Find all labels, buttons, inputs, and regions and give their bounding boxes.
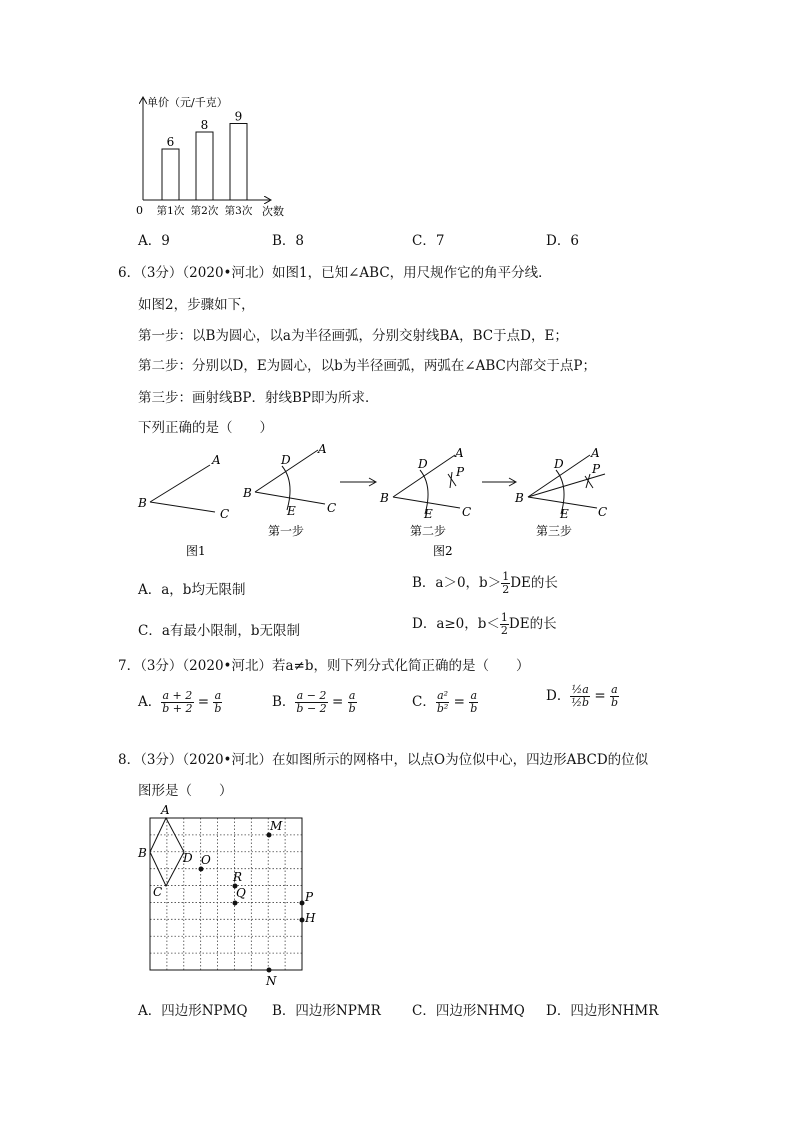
q6-line-1: 如图2，步骤如下， xyxy=(138,297,255,313)
q7-option-a[interactable]: A． $\frac{a + 2}{b + 2}$ = $\frac{a}{b}$ xyxy=(138,689,222,715)
q8-option-a[interactable]: A．四边形NPMQ xyxy=(138,1003,248,1019)
fig1-label-a: A xyxy=(212,453,221,467)
q7-option-b[interactable]: B． $\frac{a - 2}{b - 2}$ = $\frac{a}{b}$ xyxy=(272,689,356,715)
q6-line-3: 第二步：分别以D，E为圆心，以b为半径画弧，两弧在∠ABC内部交于点P； xyxy=(138,358,596,374)
origin-label: 0 xyxy=(136,204,143,217)
q8-stem-1: 8．（3分）（2020•河北）在如图所示的网格中，以点O为位似中心，四边形ABCD的位似 xyxy=(118,752,649,768)
grid-label-q: Q xyxy=(236,886,246,900)
s1-caption: 第一步 xyxy=(268,524,305,538)
s1-label-b: B xyxy=(243,486,252,500)
s3-caption: 第三步 xyxy=(536,524,573,538)
q6-option-b-frac: $\frac{1}{2}$ xyxy=(502,570,510,596)
q6-option-b-post: DE的长 xyxy=(510,575,558,591)
q5-bar-chart xyxy=(120,90,310,225)
grid-label-b: B xyxy=(138,846,147,860)
s2-label-d: D xyxy=(418,457,428,471)
q6-option-b-pre: B．a＞0，b＞ xyxy=(412,575,502,591)
fig1-label-b: B xyxy=(138,496,147,510)
category-label-3: 第3次 xyxy=(224,205,253,217)
s2-label-a: A xyxy=(455,446,464,460)
s2-label-e: E xyxy=(424,507,433,521)
grid-label-h: H xyxy=(305,911,316,925)
s3-label-d: D xyxy=(554,457,564,471)
q8-option-c[interactable]: C．四边形NHMQ xyxy=(412,1003,525,1019)
q7-option-d[interactable]: D． $\frac{\text{½a}}{\text{½b}}$ = $\frac{a}{b}$ xyxy=(546,683,618,709)
grid-label-d: D xyxy=(183,851,193,865)
bar-value-label-3: 9 xyxy=(234,109,243,124)
s3-label-a: A xyxy=(591,446,600,460)
bar-value-label-2: 8 xyxy=(200,118,209,132)
s2-caption: 第二步 xyxy=(410,524,447,538)
bar-1 xyxy=(162,149,179,200)
q6-line-2: 第一步：以B为圆心，以a为半径画弧，分别交射线BA，BC于点D，E； xyxy=(138,328,568,344)
s2-label-c: C xyxy=(462,505,472,519)
q8-option-d[interactable]: D．四边形NHMR xyxy=(546,1003,659,1019)
q7-b-label: B． xyxy=(272,694,296,710)
q5-option-c[interactable]: C．7 xyxy=(412,233,445,249)
s1-label-e: E xyxy=(287,504,296,518)
q7-c-label: C． xyxy=(412,694,436,710)
s3-label-b: B xyxy=(515,491,524,505)
q6-option-d-post: DE的长 xyxy=(508,616,557,632)
s1-label-d: D xyxy=(281,453,291,467)
q5-option-b[interactable]: B．8 xyxy=(272,233,305,249)
grid-label-o: O xyxy=(201,853,211,867)
s2-label-p: P xyxy=(456,465,465,479)
grid-label-n: N xyxy=(266,974,277,988)
q8-grid-figure xyxy=(132,800,332,990)
grid-label-m: M xyxy=(270,819,283,833)
q6-figures xyxy=(130,440,630,565)
s3-label-e: E xyxy=(560,507,569,521)
category-label-1: 第1次 xyxy=(156,205,185,217)
q6-option-c[interactable]: C．a有最小限制，b无限制 xyxy=(138,623,301,639)
bar-2 xyxy=(196,132,213,200)
bar-3 xyxy=(230,124,247,201)
s1-label-a: A xyxy=(318,442,327,456)
q7-option-c[interactable]: C． $\frac{\text{a²}}{\text{b²}}$ = $\frac{a}{b}$ xyxy=(412,689,478,715)
q7-d-label: D． xyxy=(546,688,571,704)
q8-stem-2: 图形是（ ） xyxy=(138,783,233,799)
q6-option-d[interactable] xyxy=(412,612,557,637)
grid-label-c: C xyxy=(153,885,163,899)
fig2-caption: 图2 xyxy=(433,544,453,558)
grid-label-r: R xyxy=(233,870,243,884)
q6-option-d-frac: $\frac{1}{2}$ xyxy=(500,611,508,637)
q5-option-a[interactable]: A．9 xyxy=(138,233,170,249)
q6-stem: 6．（3分）（2020•河北）如图1，已知∠ABC，用尺规作它的角平分线． xyxy=(118,265,552,281)
q8-option-b[interactable]: B．四边形NPMR xyxy=(272,1003,381,1019)
fig1-caption: 图1 xyxy=(186,544,206,558)
q7-a-label: A． xyxy=(138,694,162,710)
q7-stem: 7．（3分）（2020•河北）若a≠b，则下列分式化简正确的是（ ） xyxy=(118,658,530,674)
q5-option-d[interactable]: D．6 xyxy=(546,233,579,249)
bar-value-label-1: 6 xyxy=(166,135,175,149)
grid-label-a: A xyxy=(161,803,170,817)
q6-option-d-pre: D．a≥0，b＜ xyxy=(412,616,500,632)
category-label-2: 第2次 xyxy=(190,205,219,217)
q6-option-a[interactable]: A．a，b均无限制 xyxy=(138,582,246,598)
q6-line-4: 第三步：画射线BP．射线BP即为所求． xyxy=(138,390,379,406)
s2-label-b: B xyxy=(380,491,389,505)
grid-label-p: P xyxy=(305,890,314,904)
fig1-label-c: C xyxy=(220,507,230,521)
s3-label-p: P xyxy=(592,462,601,476)
q6-line-5: 下列正确的是（ ） xyxy=(138,420,273,436)
s1-label-c: C xyxy=(327,501,337,515)
y-axis-label: 单价（元/千克） xyxy=(147,96,228,109)
s3-label-c: C xyxy=(598,505,608,519)
q6-option-b[interactable] xyxy=(412,571,558,596)
x-axis-label: 次数 xyxy=(262,205,284,218)
